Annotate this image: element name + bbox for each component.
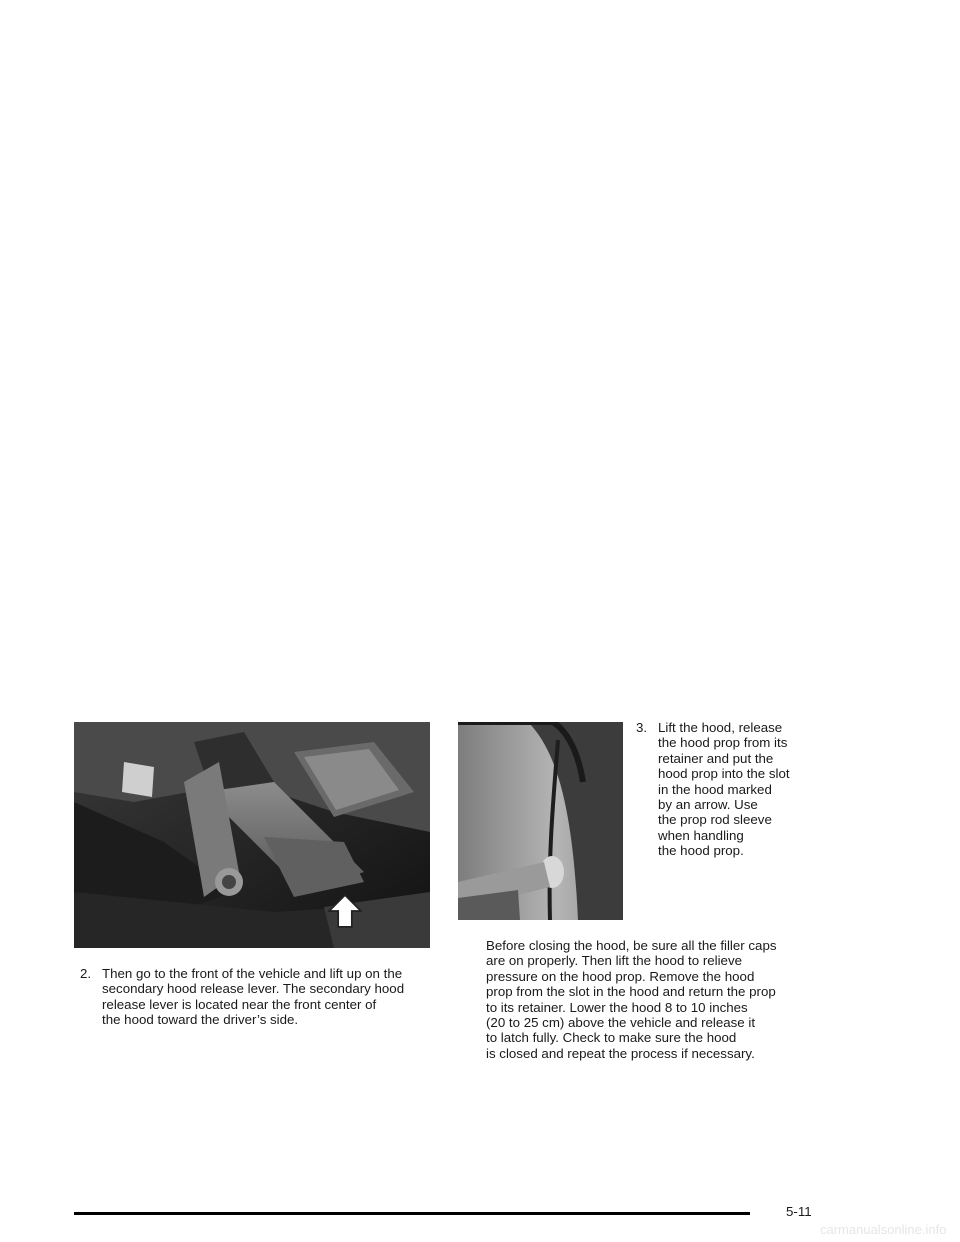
step-2-number: 2. <box>80 966 92 981</box>
step-2 <box>80 966 440 1028</box>
footer-rule <box>74 1212 750 1215</box>
step-3-text: Lift the hood, release the hood prop from its retainer and put the hood prop into the slot in the hood marked by an arrow. Use the prop rod sleeve when handling the hood prop. <box>658 720 790 859</box>
up-arrow-icon <box>328 894 362 928</box>
page-number: 5-11 <box>786 1204 812 1219</box>
hood-latch-photo <box>74 722 430 948</box>
hood-prop-photo <box>458 722 623 920</box>
step-2-text: Then go to the front of the vehicle and lift up on the secondary hood release lever. The secondary hood release lever is located near the front center of the hood toward the driver’s side. <box>102 966 405 1028</box>
watermark: carmanualsonline.info <box>820 1222 947 1237</box>
closing-hood-paragraph: Before closing the hood, be sure all the filler caps are on properly. Then lift the hood to relieve pressure on the hood prop. Remove the hood prop from the slot in the hood and return the prop to its retainer. Lower the hood 8 to 10 inches (20 to 25 cm) above the vehicle and release it to latch fully. Check to make sure the hood is closed and repeat the process if necessary. <box>486 938 777 1061</box>
step-3 <box>636 720 816 859</box>
step-3-number: 3. <box>636 720 648 735</box>
